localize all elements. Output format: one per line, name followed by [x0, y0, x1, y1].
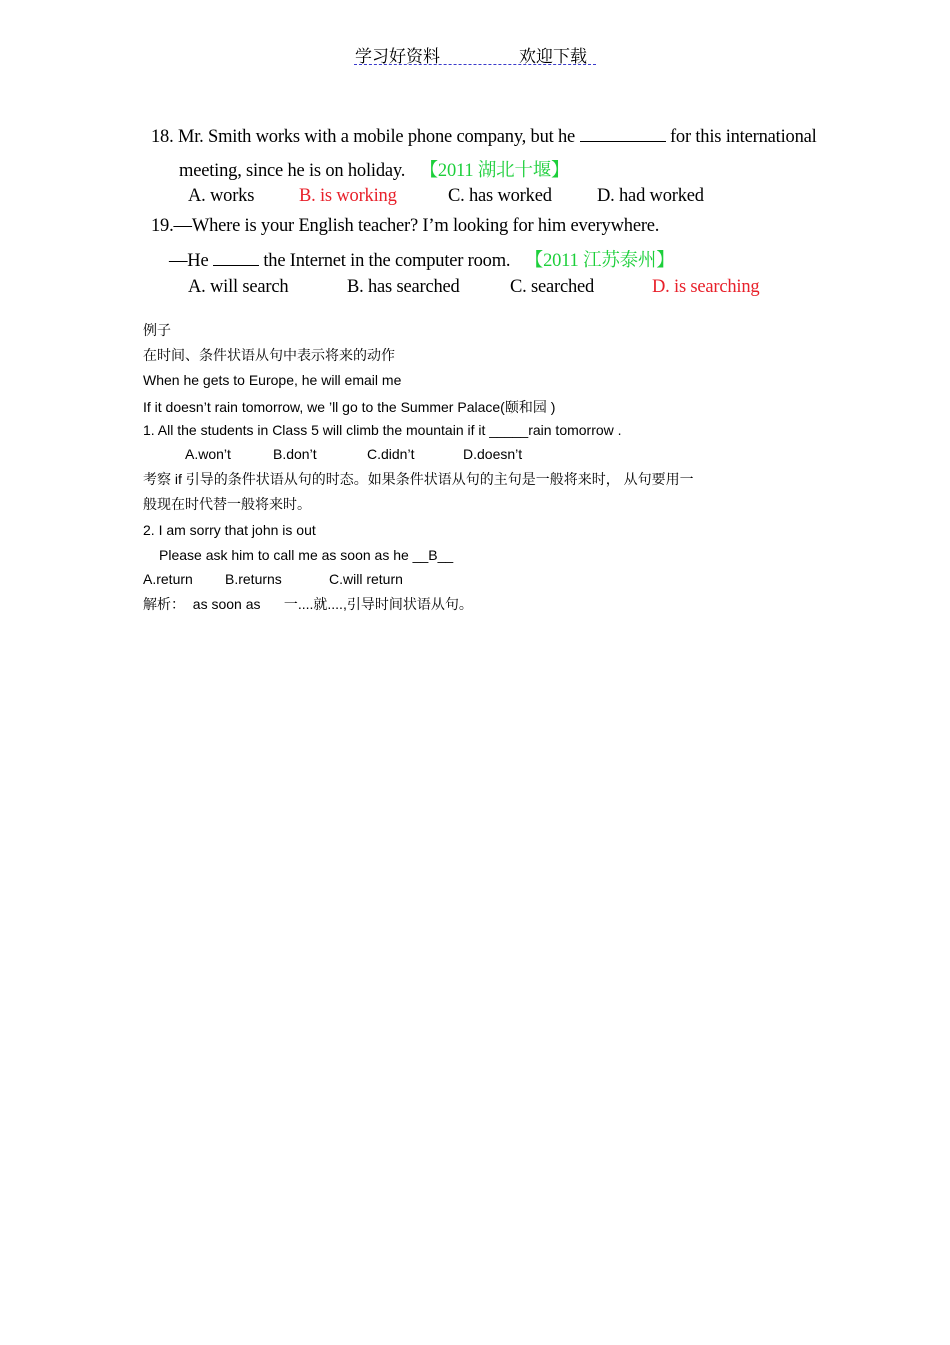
example-2: If it doesn’t rain tomorrow, we ’ll go to the Summer Palace(颐和园 ) [143, 399, 556, 415]
p1-explanation-1: 考察 if 引导的条件状语从句的时态。如果条件状语从句的主句是一般将来时， 从句要用一 [143, 471, 694, 487]
header-left: 学习好资料 [355, 47, 440, 67]
practice-2b: Please ask him to call me as soon as he __B__ [159, 547, 454, 563]
q18-text-a: 18. Mr. Smith works with a mobile phone company, but he [151, 127, 576, 147]
q19-line1: 19.—Where is your English teacher? I’m looking for him everywhere. [151, 216, 660, 236]
header-right: 欢迎下载 [519, 47, 587, 67]
q19-option-c: C. searched [510, 277, 595, 297]
practice-2: 2. I am sorry that john is out [143, 522, 316, 538]
q18-text-c: meeting, since he is on holiday. [179, 161, 406, 181]
p1-option-c: C.didn’t [367, 446, 415, 462]
q19-option-b: B. has searched [347, 277, 460, 297]
q19-option-d: D. is searching [652, 277, 760, 297]
q18-blank [580, 126, 666, 142]
q19-option-a: A. will search [188, 277, 289, 297]
p2-option-a: A.return [143, 571, 193, 587]
q19-text-a: —He [169, 251, 209, 271]
q19-blank [213, 250, 259, 266]
q18-option-c: C. has worked [448, 186, 552, 206]
q18-option-a: A. works [188, 186, 255, 206]
q18-text-b: for this international [669, 127, 817, 147]
q18-source: 【2011 湖北十堰】 [419, 161, 570, 181]
p1-option-b: B.don’t [273, 446, 317, 462]
q19-source: 【2011 江苏泰州】 [524, 251, 675, 271]
p1-option-d: D.doesn’t [463, 446, 523, 462]
example-label: 例子 [143, 322, 171, 338]
q19-text-b: the Internet in the computer room. [263, 251, 511, 271]
p1-explanation-2: 般现在时代替一般将来时。 [143, 496, 311, 512]
q18-option-d: D. had worked [597, 186, 704, 206]
q18-option-b: B. is working [299, 186, 397, 206]
p2-option-c: C.will return [329, 571, 403, 587]
q19-line2 [169, 246, 675, 272]
q18-line1 [151, 126, 817, 148]
p1-option-a: A.won’t [185, 446, 231, 462]
q18-line2 [179, 156, 569, 182]
p2-explanation: 解析： as soon as 一....就....,引导时间状语从句。 [143, 596, 473, 612]
header-underline [354, 64, 596, 65]
example-1: When he gets to Europe, he will email me [143, 372, 402, 388]
p2-option-b: B.returns [225, 571, 282, 587]
practice-1: 1. All the students in Class 5 will climb the mountain if it _____rain tomorrow . [143, 422, 622, 438]
rule-text: 在时间、条件状语从句中表示将来的动作 [143, 347, 395, 363]
